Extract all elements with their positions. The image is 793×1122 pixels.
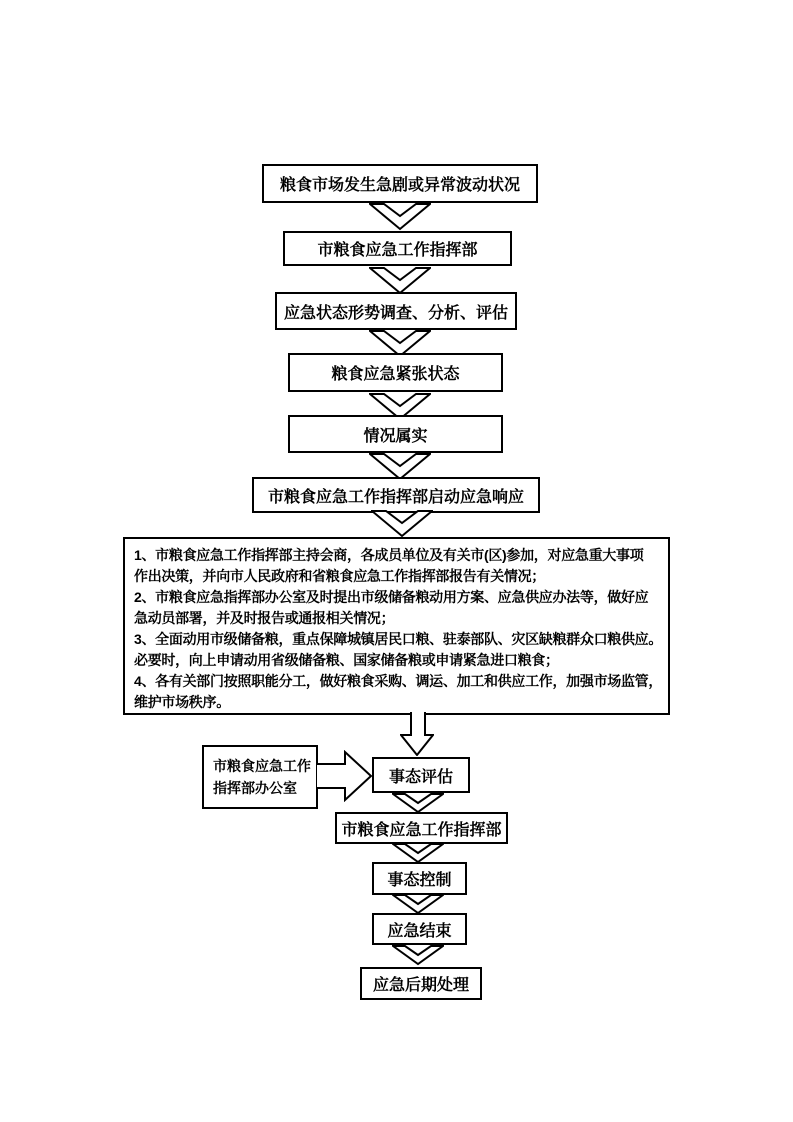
- measure-line: 作出决策，并向市人民政府和省粮食应急工作指挥部报告有关情况；: [134, 568, 545, 584]
- response-measures-box: [123, 537, 670, 715]
- down-chevron-arrow-icon: [392, 793, 444, 814]
- flow-box-event-control: 事态控制: [372, 862, 467, 895]
- flow-box-launch-response: 市粮食应急工作指挥部启动应急响应: [252, 477, 540, 513]
- flow-box-market-fluctuation: 粮食市场发生急剧或异常波动状况: [262, 164, 538, 203]
- office-side-box-line: 指挥部办公室: [213, 780, 297, 796]
- measure-line: 3、全面动用市级储备粮，重点保障城镇居民口粮、驻泰部队、灾区缺粮群众口粮供应。: [134, 631, 663, 647]
- measure-line: 1、市粮食应急工作指挥部主持会商，各成员单位及有关市(区)参加，对应急重大事项: [134, 547, 644, 563]
- flow-box-situation-assessment: 应急状态形势调查、分析、评估: [275, 292, 517, 330]
- flow-box-situation-confirmed: 情况属实: [288, 415, 503, 453]
- office-side-box: [202, 745, 318, 809]
- flow-box-command-center: 市粮食应急工作指挥部: [283, 231, 512, 266]
- flow-box-post-processing: 应急后期处理: [360, 967, 482, 1000]
- flow-box-event-evaluation: 事态评估: [372, 757, 470, 793]
- down-chevron-arrow-icon: [369, 203, 431, 231]
- flow-box-command-center-2: 市粮食应急工作指挥部: [335, 812, 508, 844]
- down-chevron-arrow-icon: [392, 894, 444, 915]
- measure-line: 2、市粮食应急指挥部办公室及时提出市级储备粮动用方案、应急供应办法等，做好应: [134, 589, 649, 605]
- flow-box-tension-state: 粮食应急紧张状态: [288, 353, 503, 392]
- down-chevron-arrow-icon: [392, 945, 444, 966]
- down-chevron-arrow-icon: [392, 843, 444, 864]
- down-chevron-arrow-icon: [369, 267, 431, 295]
- measure-line: 维护市场秩序。: [134, 694, 230, 710]
- measure-line: 必要时，向上申请动用省级储备粮、国家储备粮或申请紧急进口粮食；: [134, 652, 559, 668]
- flow-box-emergency-end: 应急结束: [372, 913, 467, 945]
- right-block-arrow-icon: [317, 750, 373, 802]
- office-side-box-line: 市粮食应急工作: [213, 758, 311, 774]
- measure-line: 急动员部署，并及时报告或通报相关情况；: [134, 610, 395, 626]
- down-block-arrow-icon: [400, 712, 434, 756]
- measure-line: 4、各有关部门按照职能分工，做好粮食采购、调运、加工和供应工作，加强市场监管，: [134, 673, 663, 689]
- down-chevron-arrow-icon: [371, 510, 433, 538]
